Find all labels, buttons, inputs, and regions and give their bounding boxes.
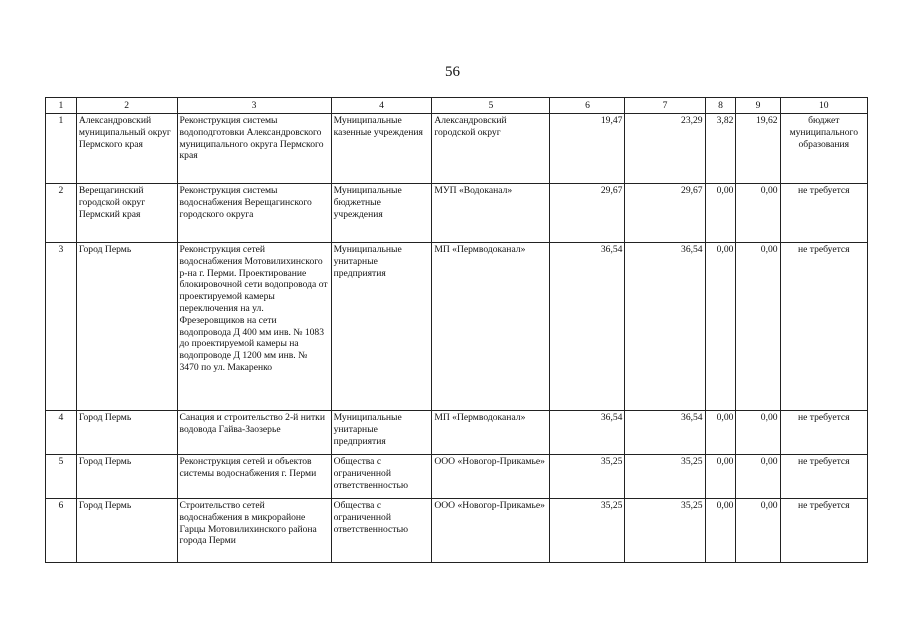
row-number: 1 bbox=[46, 114, 77, 184]
column-number: 6 bbox=[550, 98, 625, 114]
project-cell: Санация и строительство 2-й нитки водовода Гайва-Заозерье bbox=[177, 411, 331, 455]
value-cell: 35,25 bbox=[625, 499, 705, 563]
funding-source-cell: не требуется bbox=[780, 499, 867, 563]
funding-source-cell: не требуется bbox=[780, 455, 867, 499]
municipality-cell: Город Пермь bbox=[76, 455, 177, 499]
page-number: 56 bbox=[445, 64, 460, 80]
column-number: 5 bbox=[432, 98, 550, 114]
funding-source-cell: не требуется bbox=[780, 411, 867, 455]
value-cell: 0,00 bbox=[705, 455, 736, 499]
operator-cell: МП «Пермводоканал» bbox=[432, 411, 550, 455]
column-number: 4 bbox=[331, 98, 432, 114]
org-type-cell: Муниципальные унитарные предприятия bbox=[331, 411, 432, 455]
row-number: 5 bbox=[46, 455, 77, 499]
org-type-cell: Муниципальные бюджетные учреждения bbox=[331, 184, 432, 243]
row-number: 3 bbox=[46, 243, 77, 411]
table-row bbox=[46, 499, 868, 563]
operator-cell: Александровский городской округ bbox=[432, 114, 550, 184]
column-number: 1 bbox=[46, 98, 77, 114]
value-cell: 0,00 bbox=[736, 411, 780, 455]
value-cell: 36,54 bbox=[550, 243, 625, 411]
value-cell: 35,25 bbox=[550, 499, 625, 563]
column-number: 2 bbox=[76, 98, 177, 114]
funding-source-cell: не требуется bbox=[780, 184, 867, 243]
org-type-cell: Общества с ограниченной ответственностью bbox=[331, 455, 432, 499]
project-cell: Реконструкция системы водоподготовки Александровского муниципального округа Пермского края bbox=[177, 114, 331, 184]
value-cell: 19,62 bbox=[736, 114, 780, 184]
value-cell: 19,47 bbox=[550, 114, 625, 184]
row-number: 2 bbox=[46, 184, 77, 243]
table-row bbox=[46, 114, 868, 184]
value-cell: 0,00 bbox=[736, 184, 780, 243]
project-cell: Реконструкция сетей водоснабжения Мотовилихинского р-на г. Перми. Проектирование блокировочной сети водопровода от проектируемой камеры переключения на ул. Фрезеровщиков на сети водопровода Д 400 мм инв. № 1083 до проектируемой камеры на водопроводе Д 1200 мм инв. № 3470 по ул. Макаренко bbox=[177, 243, 331, 411]
value-cell: 0,00 bbox=[705, 499, 736, 563]
value-cell: 3,82 bbox=[705, 114, 736, 184]
table-row bbox=[46, 243, 868, 411]
value-cell: 0,00 bbox=[736, 243, 780, 411]
org-type-cell: Муниципальные казенные учреждения bbox=[331, 114, 432, 184]
table-row bbox=[46, 411, 868, 455]
org-type-cell: Муниципальные унитарные предприятия bbox=[331, 243, 432, 411]
operator-cell: МУП «Водоканал» bbox=[432, 184, 550, 243]
municipality-cell: Верещагинский городской округ Пермский края bbox=[76, 184, 177, 243]
value-cell: 0,00 bbox=[705, 411, 736, 455]
municipality-cell: Город Пермь bbox=[76, 243, 177, 411]
municipality-cell: Город Пермь bbox=[76, 411, 177, 455]
operator-cell: ООО «Новогор-Прикамье» bbox=[432, 499, 550, 563]
municipality-cell: Александровский муниципальный округ Пермского края bbox=[76, 114, 177, 184]
value-cell: 29,67 bbox=[625, 184, 705, 243]
value-cell: 36,54 bbox=[625, 243, 705, 411]
table-row bbox=[46, 455, 868, 499]
column-number: 9 bbox=[736, 98, 780, 114]
value-cell: 35,25 bbox=[625, 455, 705, 499]
value-cell: 0,00 bbox=[736, 499, 780, 563]
row-number: 6 bbox=[46, 499, 77, 563]
table-row bbox=[46, 184, 868, 243]
value-cell: 23,29 bbox=[625, 114, 705, 184]
row-number: 4 bbox=[46, 411, 77, 455]
value-cell: 36,54 bbox=[550, 411, 625, 455]
value-cell: 0,00 bbox=[736, 455, 780, 499]
funding-source-cell: бюджет муниципального образования bbox=[780, 114, 867, 184]
column-number: 8 bbox=[705, 98, 736, 114]
value-cell: 35,25 bbox=[550, 455, 625, 499]
value-cell: 0,00 bbox=[705, 243, 736, 411]
funding-source-cell: не требуется bbox=[780, 243, 867, 411]
project-cell: Реконструкция системы водоснабжения Верещагинского городского округа bbox=[177, 184, 331, 243]
column-number: 3 bbox=[177, 98, 331, 114]
projects-table bbox=[45, 97, 868, 563]
project-cell: Строительство сетей водоснабжения в микрорайоне Гарцы Мотовилихинского района города Перми bbox=[177, 499, 331, 563]
column-number: 7 bbox=[625, 98, 705, 114]
column-number: 10 bbox=[780, 98, 867, 114]
column-number-row bbox=[46, 98, 868, 114]
org-type-cell: Общества с ограниченной ответственностью bbox=[331, 499, 432, 563]
operator-cell: МП «Пермводоканал» bbox=[432, 243, 550, 411]
project-cell: Реконструкция сетей и объектов системы водоснабжения г. Перми bbox=[177, 455, 331, 499]
operator-cell: ООО «Новогор-Прикамье» bbox=[432, 455, 550, 499]
municipality-cell: Город Пермь bbox=[76, 499, 177, 563]
value-cell: 29,67 bbox=[550, 184, 625, 243]
value-cell: 0,00 bbox=[705, 184, 736, 243]
value-cell: 36,54 bbox=[625, 411, 705, 455]
